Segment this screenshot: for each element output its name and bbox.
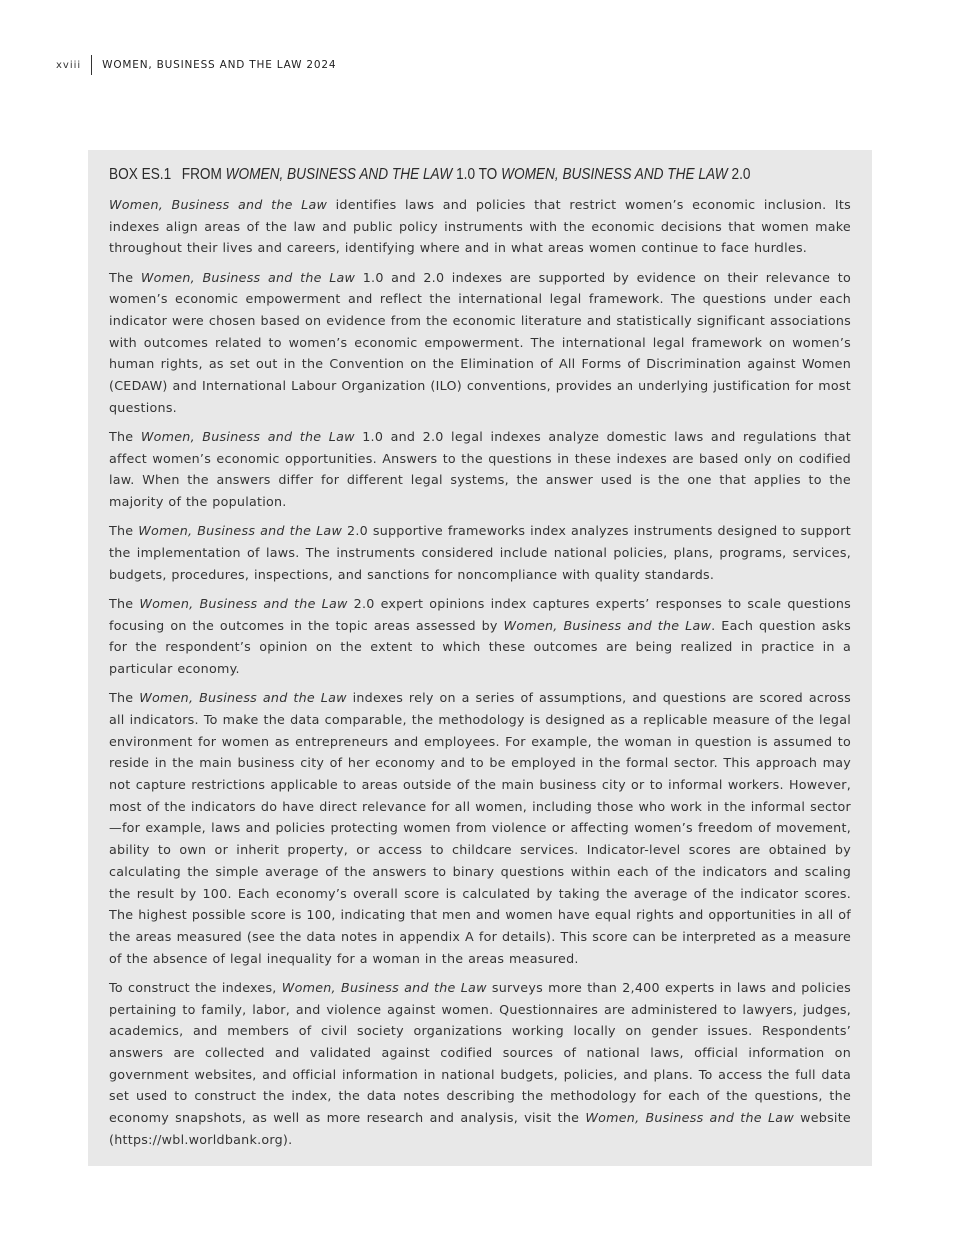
italic-run: Women, Business and the Law bbox=[585, 1110, 794, 1126]
box-title-text bbox=[182, 166, 751, 183]
text-run: identifies laws and policies that restrict women’s economic inclusion. Its indexes align areas of the law and public policy instruments with the economic decisions that women make throughout their lives and careers, identifying where and in what areas women continue to face hurdles. bbox=[109, 197, 851, 256]
text-run: 2.0 expert opinions index captures experts’ responses to scale questions focusing on the outcomes in the topic areas assessed by bbox=[109, 595, 851, 633]
text-run: The bbox=[109, 690, 140, 706]
italic-run: Women, Business and the Law bbox=[109, 197, 328, 212]
text-run: 2.0 supportive frameworks index analyzes instruments designed to support the implementation of laws. The instruments considered include national policies, plans, programs, services, budgets, procedures, inspections, and sanctions for noncompliance with quality standards. bbox=[109, 523, 851, 582]
text-run: website (https://wbl.worldbank.org). bbox=[109, 1110, 851, 1147]
box-body bbox=[109, 194, 851, 1151]
paragraph bbox=[109, 977, 851, 1151]
text-run: The bbox=[109, 269, 141, 285]
text-run: The bbox=[109, 429, 141, 445]
running-title: WOMEN, BUSINESS AND THE LAW 2024 bbox=[102, 59, 337, 71]
text-run: 2.0 bbox=[727, 166, 751, 183]
box-label: BOX ES.1 bbox=[109, 166, 172, 183]
text-run: 1.0 and 2.0 indexes are supported by evidence on their relevance to women’s economic empowerment and reflect the international legal framework. The questions under each indicator were chosen based on evidence from the economic literature and statistically significant associations with outcomes related to women’s economic empowerment. The international legal framework on women’s human rights, as set out in the Convention on the Elimination of All Forms of Discrimination against Women (CEDAW) and International Labour Organization (ILO) conventions, provides an underlying justification for most questions. bbox=[109, 269, 851, 415]
italic-run: Women, Business and the Law bbox=[281, 979, 487, 995]
text-run: FROM bbox=[181, 166, 226, 183]
paragraph bbox=[109, 426, 851, 513]
italic-run: Women, Business and the Law bbox=[503, 617, 712, 633]
box-title bbox=[109, 166, 848, 184]
text-run: 1.0 TO bbox=[452, 166, 502, 183]
italic-run: Women, Business and the Law bbox=[140, 429, 355, 445]
italic-run: Women, Business and the Law bbox=[140, 269, 356, 285]
text-run: surveys more than 2,400 experts in laws and policies pertaining to family, labor, and violence against women. Questionnaires are administered to lawyers, judges, academics, and members of civil society organizations working locally on gender issues. Respondents’ answers are collected and validated against codified sources of national laws, official information on government websites, and official information in national budgets, policies, and plans. To access the full data set used to construct the index, the data notes describing the methodology for each of the questions, the economy snapshots, as well as more research and analysis, visit the bbox=[109, 979, 851, 1126]
italic-run: WOMEN, BUSINESS AND THE LAW bbox=[501, 166, 728, 183]
italic-run: Women, Business and the Law bbox=[139, 690, 347, 706]
paragraph bbox=[109, 267, 851, 419]
running-header bbox=[56, 55, 336, 75]
italic-run: Women, Business and the Law bbox=[138, 523, 343, 539]
text-run: . Each question asks for the respondent’s opinion on the extent to which these outcomes are being realized in practice in a particular economy. bbox=[109, 617, 851, 677]
text-run: indexes rely on a series of assumptions, and questions are scored across all indicators. To make the data comparable, the methodology is designed as a replicable measure of the legal environment for women as entrepreneurs and employees. For example, the woman in question is assumed to reside in the main business city of her economy and to be employed in the formal sector. This approach may not capture restrictions applicable to areas outside of the main business city or to informal workers. However, most of the indicators do have direct relevance for all women, including those who work in the informal sector—for example, laws and policies protecting women from violence or affecting women’s freedom of movement, ability to own or inherit property, or access to childcare services. Indicator-level scores are obtained by calculating the simple average of the answers to binary questions within each of the indicators and scaling the result by 100. Each economy’s overall score is calculated by taking the average of the indicator scores. The highest possible score is 100, indicating that men and women have equal rights and opportunities in all of the areas measured (see the data notes in appendix A for details). This score can be interpreted as a measure of the absence of legal inequality for a woman in the areas measured. bbox=[109, 690, 852, 966]
text-run: The bbox=[109, 595, 140, 611]
text-run: 1.0 and 2.0 legal indexes analyze domestic laws and regulations that affect women’s economic opportunities. Answers to the questions in these indexes are based only on codified law. When the answers differ for different legal systems, the answer used is the one that applies to the majority of the population. bbox=[109, 429, 852, 510]
paragraph bbox=[109, 593, 851, 680]
italic-run: WOMEN, BUSINESS AND THE LAW bbox=[225, 166, 453, 183]
paragraph bbox=[109, 194, 851, 259]
paragraph bbox=[109, 520, 851, 585]
text-run: The bbox=[109, 523, 139, 539]
paragraph bbox=[109, 687, 851, 969]
text-run: To construct the indexes, bbox=[109, 979, 282, 995]
page-number: xviii bbox=[56, 59, 82, 71]
box-es1 bbox=[88, 150, 872, 1166]
italic-run: Women, Business and the Law bbox=[139, 595, 348, 611]
